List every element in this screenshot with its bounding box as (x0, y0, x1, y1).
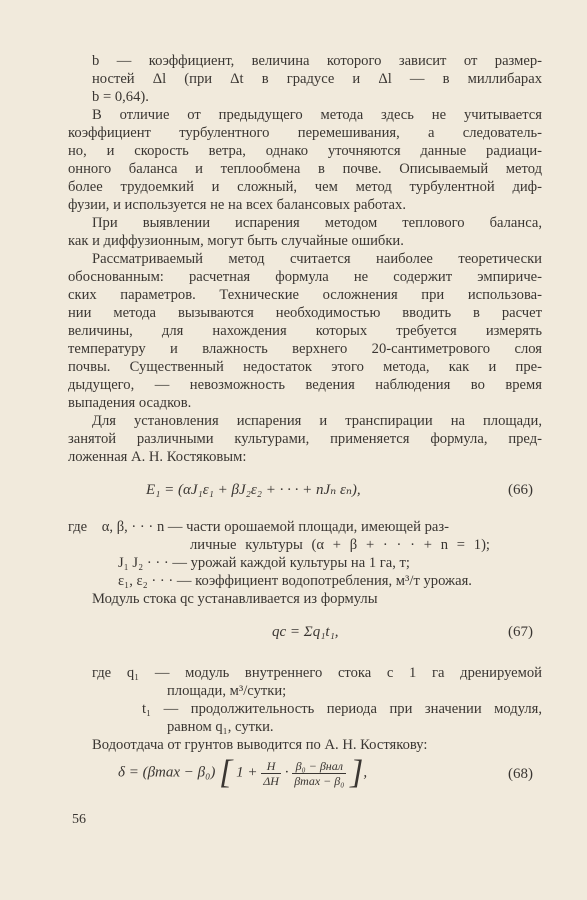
fraction-beta (292, 759, 346, 788)
equation-68 (118, 754, 368, 791)
text-line: коэффициент турбулентного перемешивания, а следователь- (68, 125, 542, 141)
text-line: онного баланса и теплообмена в почве. Описываемый метод (68, 161, 542, 177)
fraction-denominator: βmax − β₀ (294, 773, 345, 788)
paragraph-start: Для установления испарения и транспирации на площади, (92, 413, 542, 429)
equation-number: (67) (508, 624, 533, 640)
text-line: ложенная А. Н. Костяковым: (68, 449, 247, 465)
fraction-h (261, 759, 281, 788)
bracket-close: ] (350, 754, 364, 791)
equation-number: (66) (508, 482, 533, 498)
text-line: дыдущего, — невозможность ведения наблюдения во время (68, 377, 542, 393)
paragraph-start: В отличие от предыдущего метода здесь не учитывается (92, 107, 542, 123)
text-line: фузии, и используется не на всех балансовых работах. (68, 197, 406, 213)
fraction-numerator: β₀ − βнал (292, 759, 346, 774)
bracket-open: [ (219, 754, 233, 791)
where-line: равном q₁, сутки. (167, 719, 274, 735)
text-line: величины, для нахождения которых требуется измерять (68, 323, 542, 339)
eq68-lhs: δ = (βmax − β₀) (118, 764, 216, 781)
eq68-dot: · (284, 764, 289, 781)
text-line: Модуль стока qс устанавливается из формулы (92, 591, 378, 607)
where-line: где α, β, · · · n — части орошаемой площади, имеющей раз- (68, 519, 449, 535)
fraction-denominator: ΔH (263, 773, 279, 788)
fraction-numerator: H (261, 759, 281, 774)
text-line: ностей Δl (при Δt в градусе и Δl — в миллибарах (92, 71, 542, 87)
text-line: выпадения осадков. (68, 395, 192, 411)
text-line: ских параметров. Технические осложнения при использова- (68, 287, 542, 303)
where-line: где q₁ — модуль внутреннего стока с 1 га дренируемой (92, 665, 542, 681)
eq68-tail: , (363, 764, 368, 781)
where-line: личные культуры (α + β + · · · + n = 1); (190, 537, 490, 553)
text-line: b = 0,64). (92, 89, 149, 105)
text-line: занятой различными культурами, применяется формула, пред- (68, 431, 542, 447)
where-line: ε₁, ε₂ · · · — коэффициент водопотребления, м³/т урожая. (118, 573, 472, 589)
text-line: более трудоемкий и сложный, чем метод турбулентной диф- (68, 179, 542, 195)
text-line: обоснованным: расчетная формула не содержит эмпириче- (68, 269, 542, 285)
text-line: но, и скорость ветра, однако уточняются данные радиаци- (68, 143, 542, 159)
paragraph-start: Рассматриваемый метод считается наиболее теоретически (92, 251, 542, 267)
text-line: Водоотдача от грунтов выводится по А. Н. Костякову: (92, 737, 428, 753)
text-line: нии метода вызываются необходимостью вводить в расчет (68, 305, 542, 321)
equation-number: (68) (508, 766, 533, 782)
eq68-one: 1 + (236, 764, 258, 781)
text-line: почвы. Существенный недостаток этого метода, как и пре- (68, 359, 542, 375)
equation-66: E₁ = (αJ₁ε₁ + βJ₂ε₂ + · · · + nJₙ εₙ), (146, 482, 361, 498)
where-line: площади, м³/сутки; (167, 683, 287, 699)
equation-67: qс = Σq₁t₁, (272, 624, 339, 640)
paragraph-start: При выявлении испарения методом теплового баланса, (92, 215, 542, 231)
text-line: температуру и влажность верхнего 20-сантиметрового слоя (68, 341, 542, 357)
where-line: J₁ J₂ · · · — урожай каждой культуры на 1 га, т; (118, 555, 410, 571)
text-line: b — коэффициент, величина которого зависит от размер- (92, 53, 542, 69)
where-line: t₁ — продолжительность периода при значении модуля, (142, 701, 542, 717)
page-number: 56 (72, 812, 86, 827)
text-line: как и диффузионным, могут быть случайные ошибки. (68, 233, 404, 249)
